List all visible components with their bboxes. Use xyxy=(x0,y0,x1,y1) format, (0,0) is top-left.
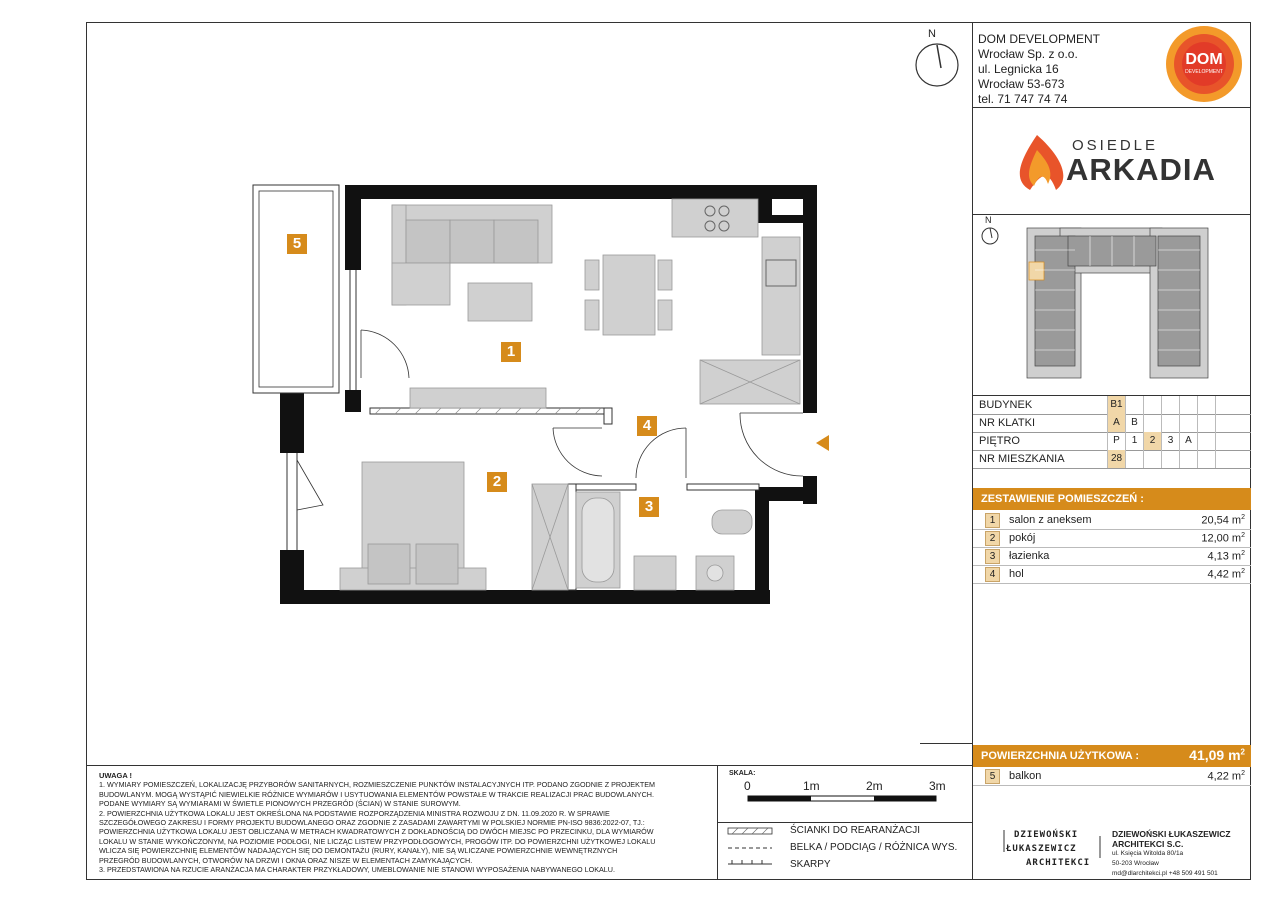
project-name-main: ARKADIA xyxy=(1066,152,1216,187)
info-value: 2 xyxy=(1143,432,1161,450)
rooms-header-text: ZESTAWIENIE POMIESZCZEŃ : xyxy=(981,493,1144,505)
architect-address: ul. Księcia Witolda 80/1a xyxy=(1112,850,1184,857)
unit-sup: 2 xyxy=(1241,532,1245,539)
architect-name: ARCHITEKCI S.C. xyxy=(1112,839,1184,849)
info-value: 3 xyxy=(1161,432,1179,450)
room-area xyxy=(1207,550,1245,563)
info-empty-cell xyxy=(1215,414,1233,432)
info-value: P xyxy=(1107,432,1125,450)
room-area xyxy=(1201,514,1245,527)
info-empty-cell xyxy=(1215,432,1233,450)
rooms-header xyxy=(973,488,1251,510)
architect-info xyxy=(1112,829,1231,879)
note-line: LOKALU W STANIE WYKOŃCZONYM, NA POZIOMIE PODŁOGI, NIE LICZĄC LISTEW PRZYPODŁOGOWYCH, PROGÓW ITP. DO POWIERZCHNI UŻYTKOWEJ LOKALU xyxy=(99,836,656,846)
room-number: 1 xyxy=(985,513,1000,528)
room-number: 2 xyxy=(985,531,1000,546)
company-name: DOM DEVELOPMENT xyxy=(978,32,1101,46)
info-value: 1 xyxy=(1125,432,1143,450)
room-number: 3 xyxy=(985,549,1000,564)
usable-area-bar xyxy=(973,745,1251,767)
scale-tick: 3m xyxy=(929,779,946,793)
architect-logo xyxy=(1006,828,1090,870)
info-empty-cell xyxy=(1179,450,1197,468)
balcony-row xyxy=(973,767,1251,786)
legend-partition-walls: ŚCIANKI DO REARANŻACJI xyxy=(790,825,921,836)
info-value: B1 xyxy=(1107,396,1125,414)
unit-sup: 2 xyxy=(1241,770,1245,777)
usable-area-value: 41,09 m xyxy=(1189,747,1241,763)
notes-title: UWAGA ! xyxy=(99,771,133,780)
note-line: WLICZA SIĘ POWIERZCHNIĘ ELEMENTÓW NADAJĄCYCH SIĘ DO DEMONTAŻU (RURY, KANAŁY), NIE SĄ WLICZANE POWIERZCHNIE WEWNĘTRZNYCH xyxy=(99,846,618,856)
info-empty-cell xyxy=(1215,450,1233,468)
room-label-5: 5 xyxy=(287,234,307,254)
room-area-value: 12,00 m xyxy=(1201,532,1242,545)
room-area xyxy=(1207,770,1245,783)
info-value: A xyxy=(1107,414,1125,432)
info-empty-cell xyxy=(1197,432,1215,450)
info-empty-cell xyxy=(1179,396,1197,414)
north-label: N xyxy=(928,28,936,40)
architect-name: DZIEWOŃSKI ŁUKASZEWICZ xyxy=(1112,829,1231,839)
room-row xyxy=(973,565,1251,584)
unit-sup: 2 xyxy=(1241,568,1245,575)
company-line: Wrocław Sp. z o.o. xyxy=(978,47,1078,61)
info-label: NR MIESZKANIA xyxy=(979,453,1065,465)
info-value: A xyxy=(1179,432,1197,450)
info-empty-cell xyxy=(1161,414,1179,432)
room-label-2: 2 xyxy=(487,472,507,492)
usable-area-total xyxy=(1189,747,1245,763)
dom-logo-subtext: DEVELOPMENT xyxy=(1185,69,1223,75)
room-area-value: 4,22 m xyxy=(1207,770,1242,783)
info-empty-cell xyxy=(1215,396,1233,414)
room-label-3: 3 xyxy=(639,497,659,517)
room-name: hol xyxy=(1009,568,1024,580)
note-line: BUDOWLANYM. MOGĄ WYSTĄPIĆ NIEWIELKIE RÓŻNICE WYMIARÓW I USYTUOWANIA ELEMENTÓW POWSTAŁE W TRAKCIE REALIZACJI PRAC BUDOWLANYCH. xyxy=(99,789,654,799)
info-empty-cell xyxy=(1197,450,1215,468)
usable-area-label: POWIERZCHNIA UŻYTKOWA : xyxy=(981,750,1140,762)
room-name: salon z aneksem xyxy=(1009,514,1092,526)
unit-sup: 2 xyxy=(1240,747,1245,757)
info-row-building xyxy=(973,396,1251,415)
architect-address: 50-203 Wrocław xyxy=(1112,860,1159,867)
note-line: PODANE WYMIARY SĄ WYMIARAMI W ŚWIETLE PIONOWYCH PRZEGRÓD (ŚCIAN) W STANIE SUROWYM. xyxy=(99,799,461,809)
info-row-apartment xyxy=(973,450,1251,469)
legend-beam: BELKA / PODCIĄG / RÓŻNICA WYS. xyxy=(790,842,958,853)
scale-tick: 2m xyxy=(866,779,883,793)
compass-icon xyxy=(916,44,958,86)
room-row xyxy=(973,529,1251,548)
info-empty-cell xyxy=(1143,414,1161,432)
info-empty-cell xyxy=(1197,414,1215,432)
info-empty-cell xyxy=(1143,450,1161,468)
room-row xyxy=(973,547,1251,566)
info-label: NR KLATKI xyxy=(979,417,1036,429)
unit-sup: 2 xyxy=(1241,550,1245,557)
architect-logo-line: ŁUKASZEWICZ xyxy=(1006,844,1077,854)
keyplan-north-label: N xyxy=(985,215,992,225)
scale-tick: 1m xyxy=(803,779,820,793)
note-line: SZCZEGÓŁOWEGO ZAKRESU I FORMY PROJEKTU BUDOWLANEGO ORAZ ZGODNIE Z ZASADAMI ZAWARTYMI W POLSKIEJ NORMIE PN-ISO 9836:2022-07, TJ.: xyxy=(99,818,645,828)
info-empty-cell xyxy=(1161,396,1179,414)
dom-logo-text: DOM xyxy=(1185,51,1223,68)
project-name-top: OSIEDLE xyxy=(1072,137,1159,154)
architect-logo-line: ARCHITEKCI xyxy=(1026,858,1091,868)
scale-tick: 0 xyxy=(744,779,751,793)
room-area-value: 20,54 m xyxy=(1201,514,1242,527)
room-number: 4 xyxy=(985,567,1000,582)
note-line: 3. PRZEDSTAWIONA NA RZUCIE ARANŻACJA MA CHARAKTER PRZYKŁADOWY, UMEBLOWANIE NIE STANOWI WYPOSAŻENIA NABYWANEGO LOKALU. xyxy=(99,865,615,875)
room-row xyxy=(973,511,1251,530)
room-area xyxy=(1201,532,1245,545)
scale-label: SKALA: xyxy=(729,770,756,777)
room-area-value: 4,13 m xyxy=(1207,550,1242,563)
architect-logo-line: DZIEWOŃSKI xyxy=(1014,830,1079,840)
note-line: 1. WYMIARY POMIESZCZEŃ, LOKALIZACJĘ PRZYBORÓW SANITARNYCH, ROZMIESZCZENIE PUNKTÓW INSTALACYJNYCH ITP. PODANO ZGODNIE Z PROJEKTEM xyxy=(99,780,656,790)
info-empty-cell xyxy=(1125,396,1143,414)
legend-slopes: SKARPY xyxy=(790,859,831,870)
room-name: łazienka xyxy=(1009,550,1050,562)
info-label: PIĘTRO xyxy=(979,435,1020,447)
info-value: 28 xyxy=(1107,450,1125,468)
company-info xyxy=(978,32,1100,107)
note-line: POWIERZCHNIA UŻYTKOWA LOKALU JEST OBLICZANA W METRACH KWADRATOWYCH Z DOKŁADNOŚCIĄ DO DWÓCH MIEJSC PO PRZECINKU, DLA WYMIARÓW xyxy=(99,827,654,837)
room-number: 5 xyxy=(985,769,1000,784)
info-row-floor xyxy=(973,432,1251,451)
architect-contact: md@dlarchitekci.pl +48 509 491 501 xyxy=(1112,870,1218,877)
info-row-stairwell xyxy=(973,414,1251,433)
unit-sup: 2 xyxy=(1241,514,1245,521)
room-area xyxy=(1207,568,1245,581)
room-area-value: 4,42 m xyxy=(1207,568,1242,581)
room-name: pokój xyxy=(1009,532,1036,544)
notes-block xyxy=(99,771,709,874)
info-empty-cell xyxy=(1143,396,1161,414)
info-value: B xyxy=(1125,414,1143,432)
note-line: 2. POWIERZCHNIA UŻYTKOWA LOKALU JEST OKREŚLONA NA PODSTAWIE ROZPORZĄDZENIA MINISTRA ROZWOJU Z DN. 11.09.2020 R. W SPRAWIE xyxy=(99,808,610,818)
company-line: Wrocław 53-673 xyxy=(978,77,1065,91)
info-empty-cell xyxy=(1161,450,1179,468)
info-empty-cell xyxy=(1179,414,1197,432)
info-empty-cell xyxy=(1125,450,1143,468)
company-line: ul. Legnicka 16 xyxy=(978,62,1059,76)
room-label-1: 1 xyxy=(501,342,521,362)
arkadia-logo xyxy=(1020,135,1064,190)
room-name: balkon xyxy=(1009,770,1042,782)
room-label-4: 4 xyxy=(637,416,657,436)
company-phone: tel. 71 747 74 74 xyxy=(978,92,1068,106)
note-line: PRZEGRÓD BUDOWLANYCH, OTWORÓW NA DRZWI I OKNA ORAZ NISZE W ELEMENTACH ZAMYKAJĄCYCH. xyxy=(99,855,473,865)
info-label: BUDYNEK xyxy=(979,399,1033,411)
keyplan-building xyxy=(1027,228,1208,378)
info-empty-cell xyxy=(1197,396,1215,414)
